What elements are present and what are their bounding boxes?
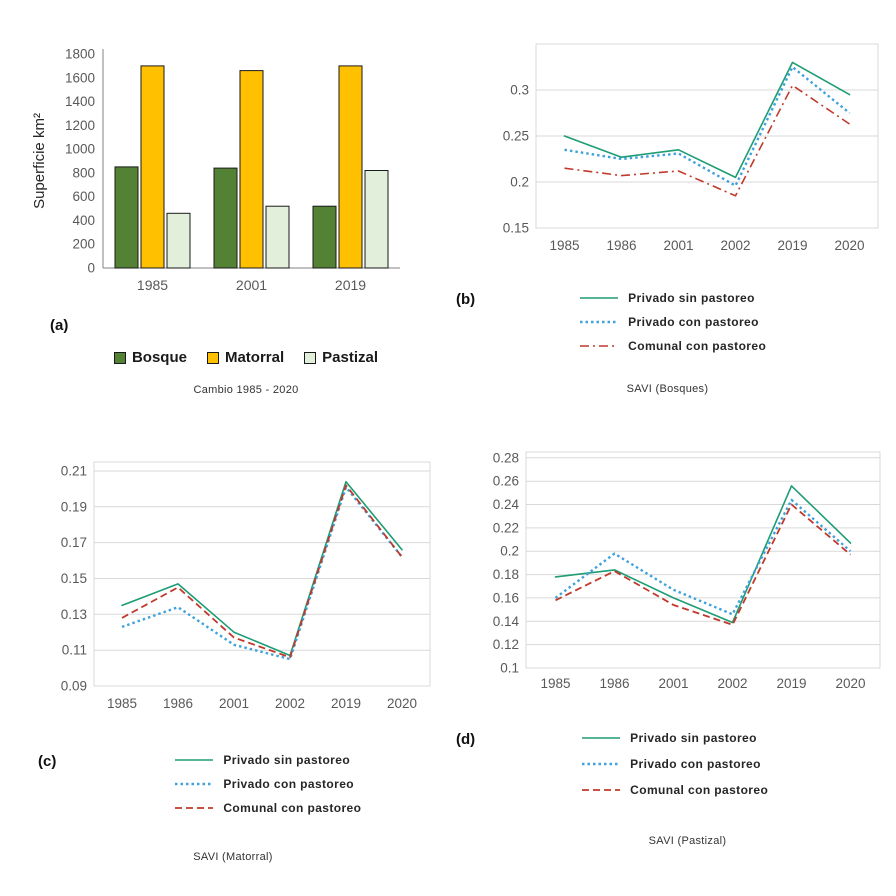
svg-text:400: 400 xyxy=(72,212,95,228)
legend-item-privado-con-pastoreo xyxy=(174,777,361,791)
land-cover-bar-chart xyxy=(28,28,408,300)
legend-line-sample-comunal-con-pastoreo xyxy=(581,784,621,796)
svg-text:0.15: 0.15 xyxy=(502,220,529,236)
svg-text:2020: 2020 xyxy=(386,696,418,711)
panel-a-label-row xyxy=(28,317,433,335)
legend-line-sample-privado-sin-pastoreo xyxy=(579,292,619,304)
legend-label: Comunal con pastoreo xyxy=(223,801,362,815)
svg-text:0.25: 0.25 xyxy=(502,128,529,144)
svg-text:0.2: 0.2 xyxy=(510,174,529,190)
panel-b-legend-row xyxy=(450,291,885,353)
svg-text:0.18: 0.18 xyxy=(492,567,519,583)
svg-text:Superficie km²: Superficie km² xyxy=(31,113,48,209)
svg-text:1985: 1985 xyxy=(136,277,169,293)
legend-label: Privado con pastoreo xyxy=(630,757,761,771)
svg-text:1400: 1400 xyxy=(64,94,95,110)
caption-a: Cambio 1985 - 2020 xyxy=(193,384,299,396)
legend-savi-matorral xyxy=(174,753,361,815)
svg-text:2002: 2002 xyxy=(274,696,306,711)
caption-c: SAVI (Matorral) xyxy=(193,851,273,863)
svg-text:1600: 1600 xyxy=(64,70,95,86)
svg-text:0.1: 0.1 xyxy=(500,660,519,676)
svg-text:200: 200 xyxy=(72,236,95,252)
legend-savi-pastizal xyxy=(581,731,768,797)
panel-c xyxy=(28,448,438,863)
svg-text:0.22: 0.22 xyxy=(492,520,519,536)
svg-text:2019: 2019 xyxy=(334,277,367,293)
svg-text:0.12: 0.12 xyxy=(492,637,519,653)
svg-text:0.28: 0.28 xyxy=(492,450,519,466)
legend-label: Privado con pastoreo xyxy=(223,777,355,791)
legend-item-bosque xyxy=(114,349,187,366)
legend-label: Privado con pastoreo xyxy=(628,315,759,329)
caption-d: SAVI (Pastizal) xyxy=(648,835,727,847)
legend-item-matorral xyxy=(207,349,284,366)
svg-text:2001: 2001 xyxy=(663,238,694,253)
svg-text:0.2: 0.2 xyxy=(500,543,519,559)
svg-text:2001: 2001 xyxy=(218,696,250,711)
svg-text:0.15: 0.15 xyxy=(60,571,87,586)
savi-bosques-line-chart xyxy=(450,28,882,260)
svg-text:1986: 1986 xyxy=(599,676,630,691)
caption-b: SAVI (Bosques) xyxy=(626,383,709,395)
legend-line-sample-privado-sin-pastoreo xyxy=(174,754,214,766)
savi-pastizal-line-chart xyxy=(450,440,885,696)
svg-text:1985: 1985 xyxy=(106,696,138,711)
svg-text:2001: 2001 xyxy=(658,676,689,691)
svg-text:0.17: 0.17 xyxy=(60,535,87,551)
svg-text:1986: 1986 xyxy=(162,696,194,711)
legend-line-sample-privado-sin-pastoreo xyxy=(581,732,621,744)
legend-label: Privado sin pastoreo xyxy=(223,753,351,767)
svg-text:800: 800 xyxy=(72,165,95,181)
panel-d-legend-row xyxy=(450,731,885,797)
legend-line-sample-privado-con-pastoreo xyxy=(581,758,621,770)
savi-matorral-line-chart xyxy=(28,448,438,720)
svg-text:1800: 1800 xyxy=(64,46,95,62)
svg-text:1985: 1985 xyxy=(549,238,580,253)
svg-text:0.14: 0.14 xyxy=(492,613,519,629)
legend-item-pastizal xyxy=(304,349,378,366)
legend-label: Bosque xyxy=(131,349,187,366)
svg-text:2019: 2019 xyxy=(330,696,362,711)
panel-label-a: (a) xyxy=(50,317,69,334)
legend-line-sample-privado-con-pastoreo xyxy=(579,316,619,328)
legend-line-sample-privado-con-pastoreo xyxy=(174,778,214,790)
legend-line-sample-comunal-con-pastoreo xyxy=(174,802,214,814)
svg-text:600: 600 xyxy=(72,189,95,205)
panel-c-legend-row xyxy=(28,753,438,815)
panel-a xyxy=(28,28,433,396)
panel-b xyxy=(450,28,885,395)
svg-text:2002: 2002 xyxy=(720,238,751,253)
svg-text:0.13: 0.13 xyxy=(60,606,87,622)
legend-bar-chart xyxy=(56,349,436,366)
panel-d xyxy=(450,440,885,847)
legend-item-privado-sin-pastoreo xyxy=(581,731,768,745)
legend-swatch-pastizal xyxy=(304,352,316,364)
svg-text:0.26: 0.26 xyxy=(492,473,519,489)
svg-text:0.24: 0.24 xyxy=(492,497,519,512)
svg-text:0: 0 xyxy=(87,260,95,276)
svg-text:0.16: 0.16 xyxy=(492,590,519,606)
legend-swatch-matorral xyxy=(207,352,219,364)
svg-text:1000: 1000 xyxy=(64,141,95,157)
svg-text:2019: 2019 xyxy=(776,676,807,691)
svg-text:0.09: 0.09 xyxy=(60,678,87,694)
svg-text:2020: 2020 xyxy=(835,676,866,691)
panel-label-b: (b) xyxy=(456,291,476,308)
legend-label: Comunal con pastoreo xyxy=(628,339,767,353)
svg-text:0.3: 0.3 xyxy=(510,82,529,98)
legend-label: Privado sin pastoreo xyxy=(630,731,757,745)
legend-swatch-bosque xyxy=(114,352,126,364)
legend-item-comunal-con-pastoreo xyxy=(174,801,361,815)
svg-text:2020: 2020 xyxy=(834,238,865,253)
legend-savi-bosques xyxy=(579,291,766,353)
legend-item-privado-sin-pastoreo xyxy=(174,753,361,767)
legend-label: Matorral xyxy=(224,349,285,366)
svg-text:1985: 1985 xyxy=(540,676,571,691)
legend-line-sample-comunal-con-pastoreo xyxy=(579,340,619,352)
svg-text:1200: 1200 xyxy=(64,117,95,133)
svg-text:0.21: 0.21 xyxy=(60,463,87,479)
svg-text:2002: 2002 xyxy=(717,676,748,691)
legend-item-privado-con-pastoreo xyxy=(579,315,766,329)
panel-label-c: (c) xyxy=(38,753,57,770)
svg-text:0.11: 0.11 xyxy=(61,642,87,658)
legend-item-privado-sin-pastoreo xyxy=(579,291,766,305)
legend-label: Pastizal xyxy=(322,349,379,366)
legend-label: Comunal con pastoreo xyxy=(630,783,769,797)
svg-text:1986: 1986 xyxy=(606,238,637,253)
svg-text:0.19: 0.19 xyxy=(60,499,87,515)
legend-item-privado-con-pastoreo xyxy=(581,757,768,771)
svg-text:2019: 2019 xyxy=(777,238,808,253)
legend-item-comunal-con-pastoreo xyxy=(581,783,768,797)
legend-label: Privado sin pastoreo xyxy=(628,291,755,305)
legend-item-comunal-con-pastoreo xyxy=(579,339,766,353)
svg-text:2001: 2001 xyxy=(235,277,268,293)
panel-label-d: (d) xyxy=(456,731,476,748)
